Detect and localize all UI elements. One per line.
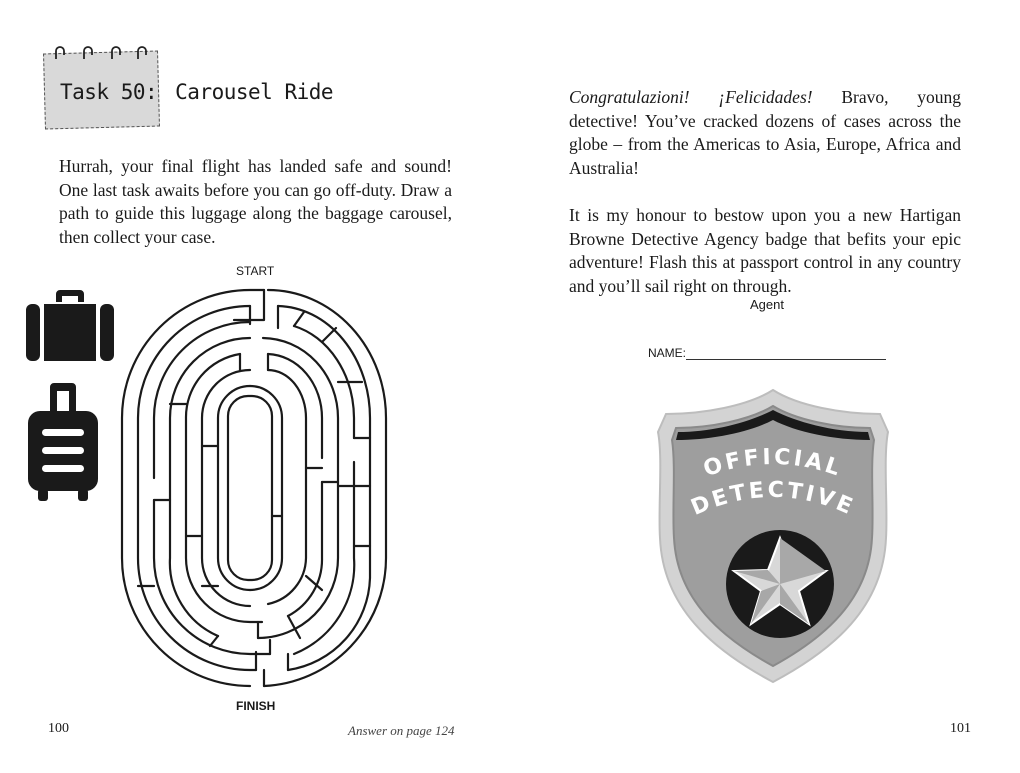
congrats-italic: Congratulazioni! ¡Felicidades!	[569, 87, 813, 107]
suitcase-icon	[26, 290, 114, 362]
right-page	[510, 0, 1020, 773]
carousel-maze[interactable]	[118, 286, 390, 690]
maze-finish-label: FINISH	[236, 699, 276, 713]
page-number-left: 100	[48, 721, 69, 736]
congrats-paragraph-2: It is my honour to bestow upon you a new Hartigan Browne Detective Agency badge that befits your epic adventure! Flash this at passport control in any country and you’ll sail right on through.	[569, 205, 961, 296]
agent-label: Agent	[750, 297, 784, 312]
badge-line1: OFFICIAL	[700, 444, 846, 483]
name-field[interactable]	[648, 346, 886, 360]
rolling-luggage-icon	[28, 383, 98, 503]
task-number: Task 50:	[60, 80, 158, 104]
page-number-right: 101	[950, 721, 971, 736]
answer-note: Answer on page 124	[348, 723, 455, 738]
detective-badge	[648, 388, 898, 684]
name-underline[interactable]	[686, 349, 886, 360]
task-heading	[60, 80, 333, 104]
badge-line2: DETECTIVE	[687, 477, 859, 521]
congrats-text	[569, 86, 961, 322]
task-intro: Hurrah, your final flight has landed safe and sound! One last task awaits before you can go off-duty. Draw a path to guide this luggage along the baggage carousel, then collect your case.	[59, 156, 452, 247]
maze-start-label: START	[236, 264, 275, 278]
task-name: Carousel Ride	[175, 80, 334, 104]
name-label: NAME:	[648, 346, 687, 360]
congrats-rest: Bravo, young detective! You’ve cracked dozens of cases across the globe – from the Americas to Asia, Europe, Africa and Australia!	[569, 87, 961, 178]
spiral-rings	[50, 43, 160, 63]
congrats-paragraph-1	[569, 86, 961, 180]
